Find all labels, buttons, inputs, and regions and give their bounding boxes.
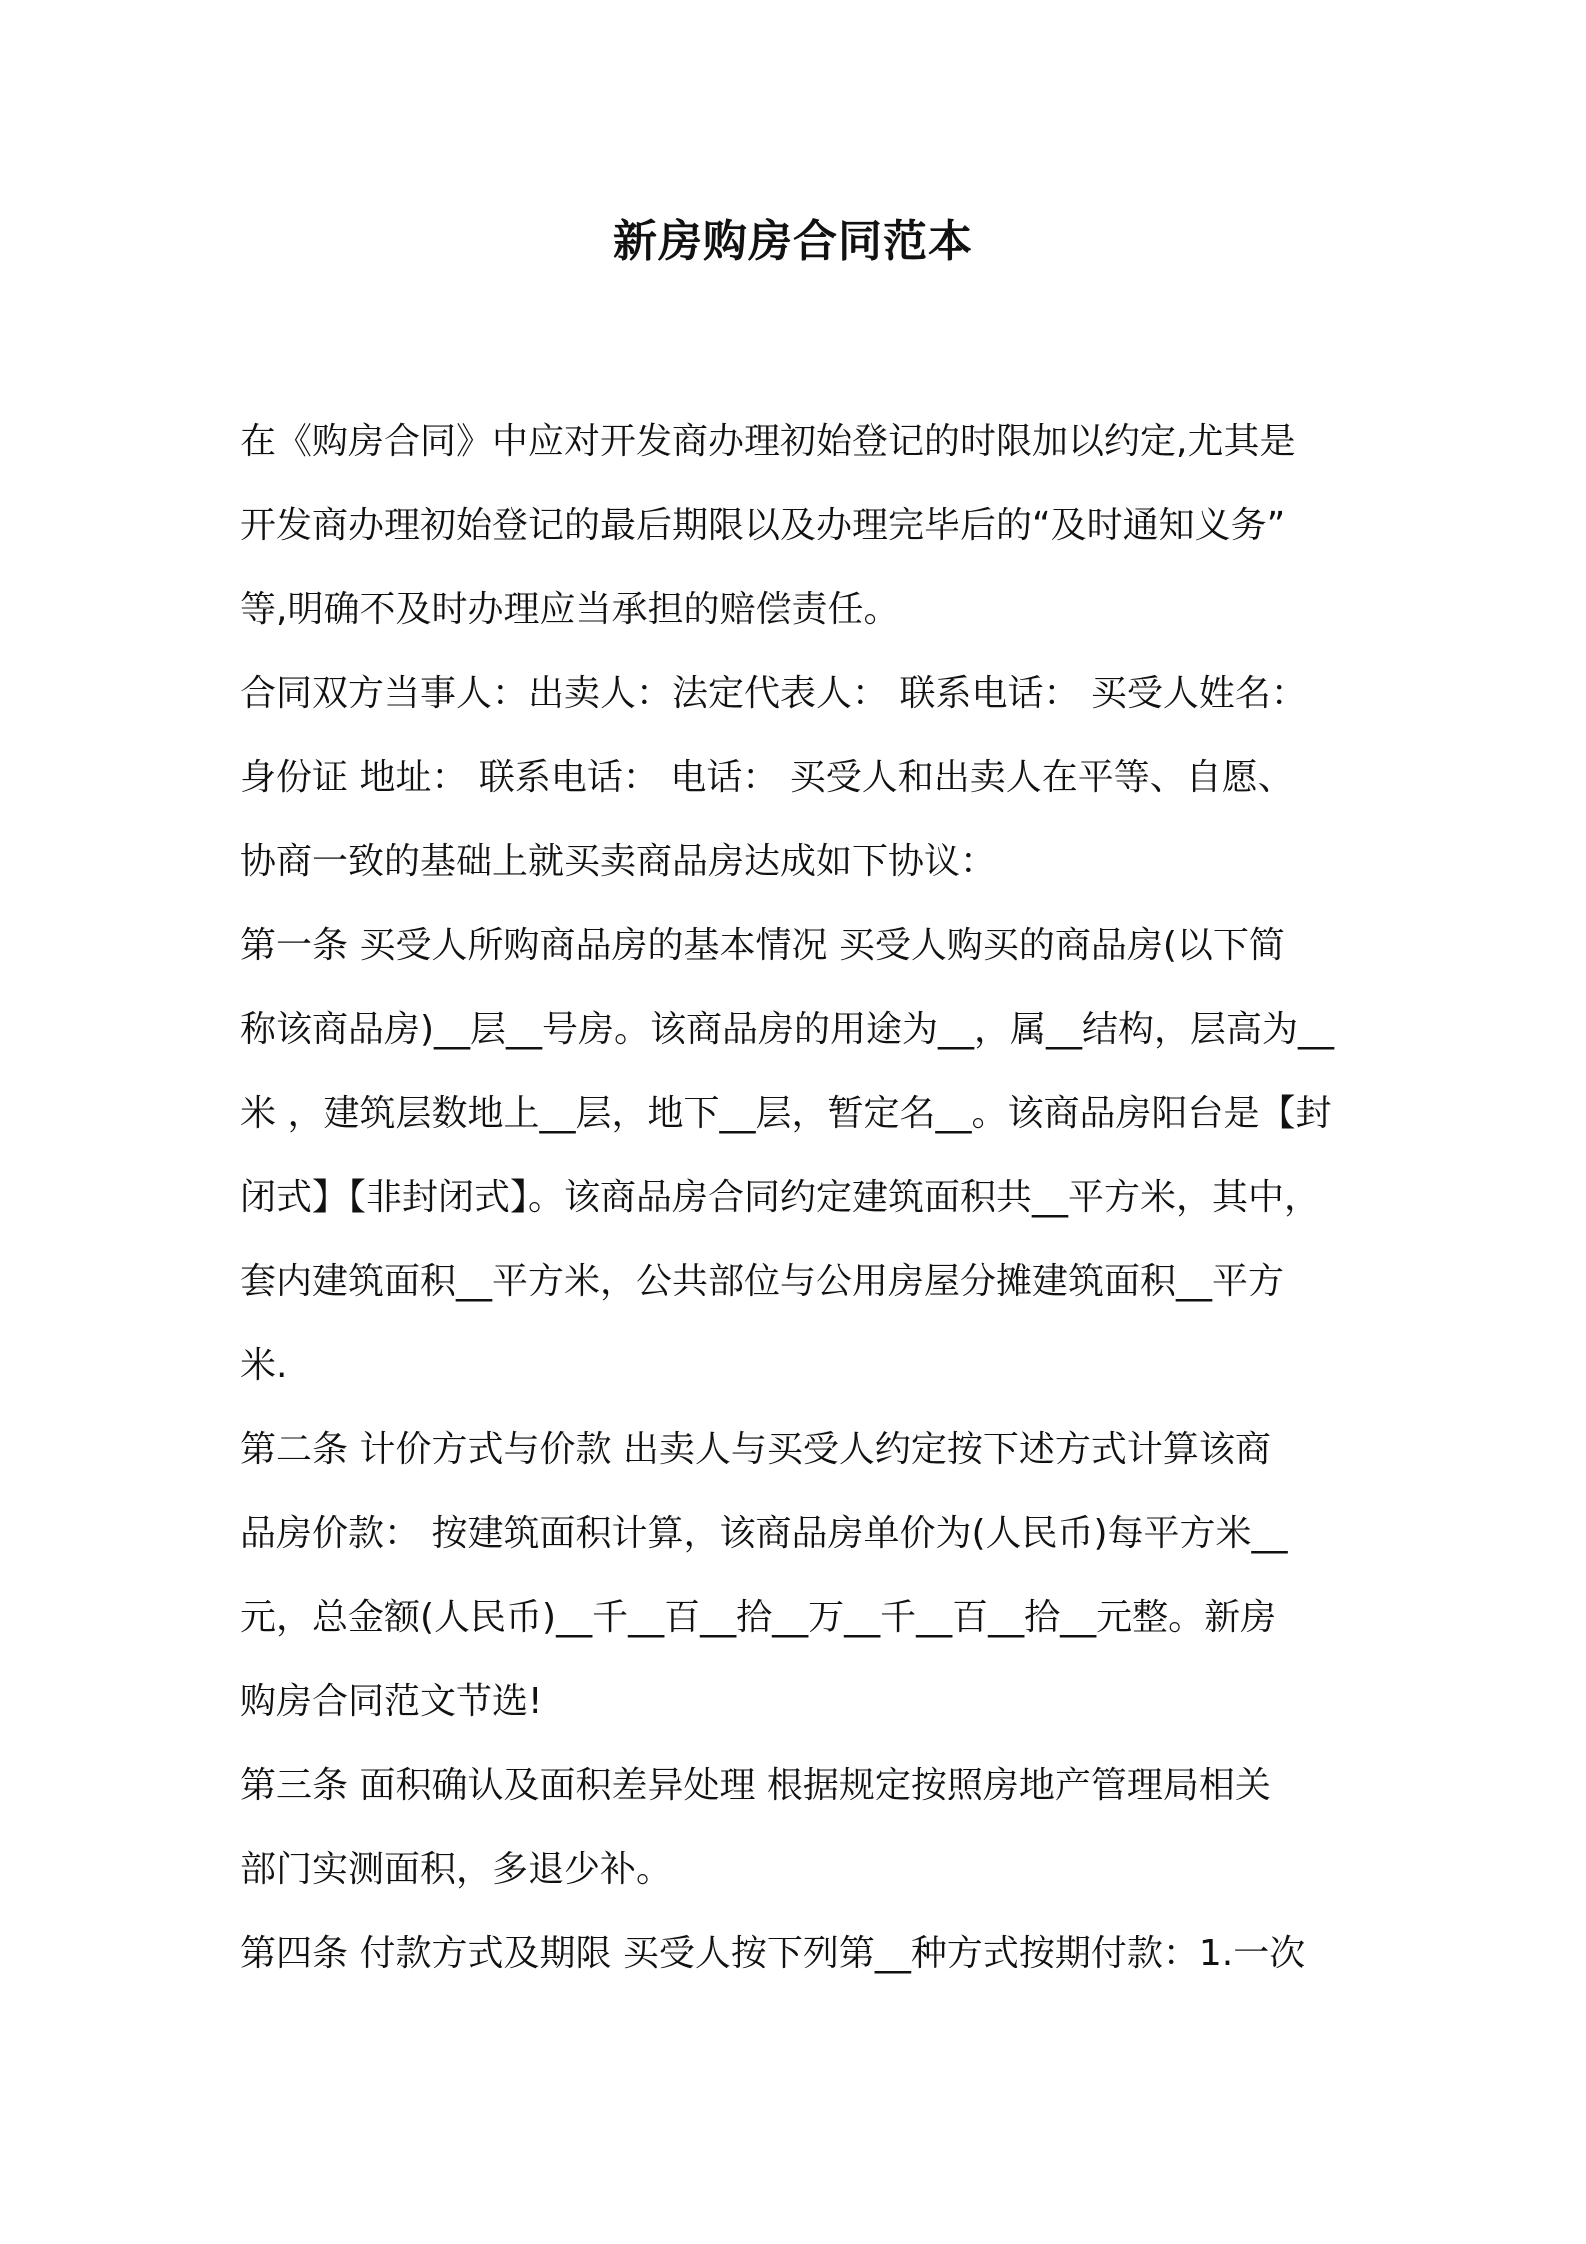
text-line: 等,明确不及时办理应当承担的赔偿责任。 — [240, 589, 900, 630]
article-4-line: 第四条 付款方式及期限 买受人按下列第__种方式按期付款：1.一次 — [240, 1933, 1306, 1974]
text-line: 米 ，建筑层数地上__层，地下__层，暂定名__。该商品房阳台是【封 — [240, 1093, 1332, 1134]
text-line: 品房价款： 按建筑面积计算，该商品房单价为(人民币)每平方米__ — [240, 1513, 1288, 1554]
text-line: 在《购房合同》中应对开发商办理初始登记的时限加以约定,尤其是 — [240, 421, 1296, 462]
text-line: 元，总金额(人民币)__千__百__拾__万__千__百__拾__元整。新房 — [240, 1597, 1277, 1638]
text-line: 开发商办理初始登记的最后期限以及办理完毕后的“及时通知义务” — [240, 505, 1286, 546]
text-line: 闭式】【非封闭式】。该商品房合同约定建筑面积共__平方米，其中， — [240, 1177, 1321, 1218]
page-title: 新房购房合同范本 — [613, 216, 973, 267]
text-line: 购房合同范文节选! — [240, 1681, 543, 1722]
article-3-line: 第三条 面积确认及面积差异处理 根据规定按照房地产管理局相关 — [240, 1765, 1271, 1806]
article-1-line: 第一条 买受人所购商品房的基本情况 买受人购买的商品房(以下简 — [240, 925, 1285, 966]
text-line: 米. — [240, 1345, 288, 1386]
text-line: 身份证 地址： 联系电话： 电话： 买受人和出卖人在平等、自愿、 — [240, 757, 1294, 798]
text-line: 套内建筑面积__平方米，公共部位与公用房屋分摊建筑面积__平方 — [240, 1261, 1285, 1302]
text-line: 部门实测面积，多退少补。 — [240, 1849, 673, 1890]
contract-body — [240, 400, 1360, 1996]
text-line: 协商一致的基础上就买卖商品房达成如下协议： — [240, 841, 997, 882]
text-line: 合同双方当事人：出卖人：法定代表人： 联系电话： 买受人姓名： — [240, 673, 1307, 714]
text-line: 称该商品房)__层__号房。该商品房的用途为__，属__结构，层高为__ — [240, 1009, 1335, 1050]
article-2-line: 第二条 计价方式与价款 出卖人与买受人约定按下述方式计算该商 — [240, 1429, 1271, 1470]
